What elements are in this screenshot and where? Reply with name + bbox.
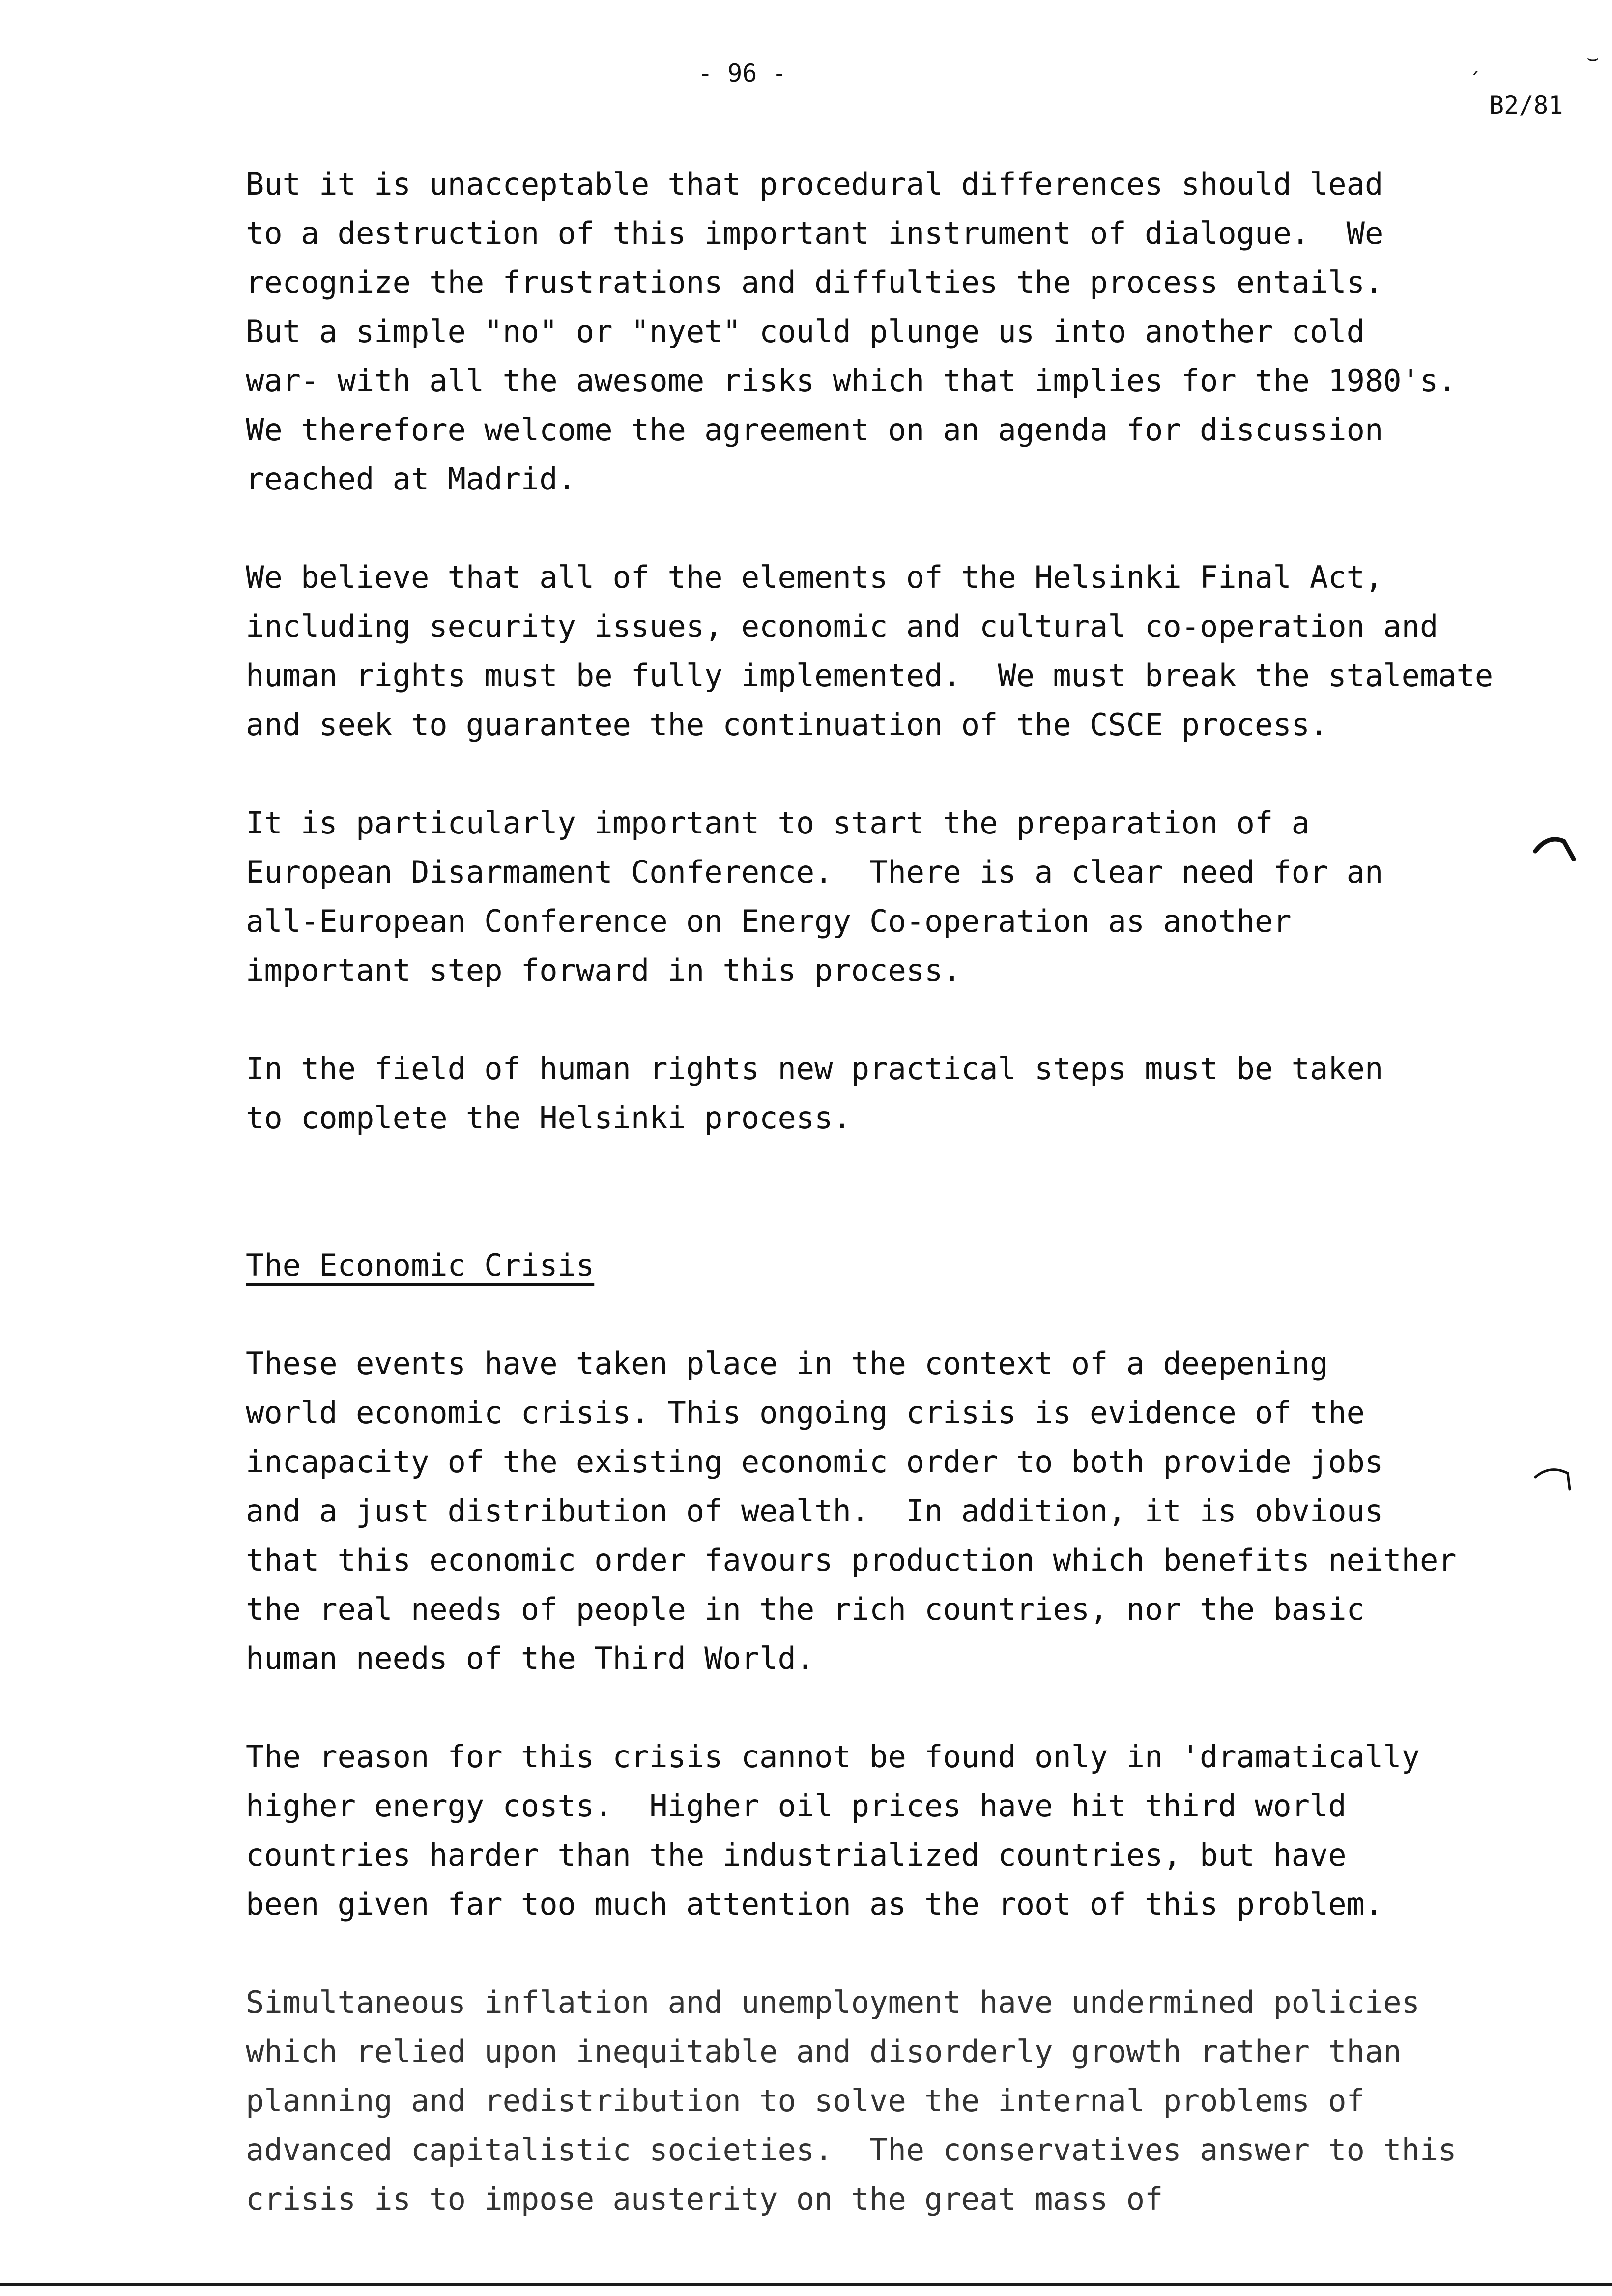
paragraph xyxy=(246,553,1602,749)
text-line: human rights must be fully implemented. We must break the stalemate xyxy=(246,658,1494,693)
paragraph xyxy=(246,1044,1602,1143)
document-reference: B2/81 xyxy=(1489,91,1563,119)
text-line: war- with all the awesome risks which that implies for the 1980's. xyxy=(246,363,1457,399)
paragraph xyxy=(246,1732,1602,1929)
text-line: advanced capitalistic societies. The conservatives answer to this xyxy=(246,2132,1457,2168)
paragraph xyxy=(246,160,1602,504)
bottom-border xyxy=(0,2283,1612,2286)
text-line: and a just distribution of wealth. In addition, it is obvious xyxy=(246,1493,1383,1529)
text-line: planning and redistribution to solve the internal problems of xyxy=(246,2083,1365,2119)
text-line: the real needs of people in the rich countries, nor the basic xyxy=(246,1591,1365,1627)
text-line: Simultaneous inflation and unemployment have undermined policies xyxy=(246,1984,1420,2020)
page-number: - 96 - xyxy=(698,59,787,87)
document-body xyxy=(246,160,1602,2273)
paragraph xyxy=(246,799,1602,995)
text-line: important step forward in this process. xyxy=(246,952,961,988)
text-line: and seek to guarantee the continuation of the CSCE process. xyxy=(246,707,1328,743)
text-line: world economic crisis. This ongoing crisis is evidence of the xyxy=(246,1395,1365,1431)
text-line: The reason for this crisis cannot be found only in 'dramatically xyxy=(246,1739,1420,1775)
text-line: including security issues, economic and cultural co-operation and xyxy=(246,608,1439,644)
text-line: But it is unacceptable that procedural differences should lead xyxy=(246,166,1383,202)
text-line: to a destruction of this important instrument of dialogue. We xyxy=(246,215,1383,251)
tick-mark-icon: ˏ xyxy=(1469,52,1482,74)
text-line: It is particularly important to start the preparation of a xyxy=(246,805,1310,841)
text-line: European Disarmament Conference. There is a clear need for an xyxy=(246,854,1383,890)
text-line: These events have taken place in the context of a deepening xyxy=(246,1346,1328,1381)
text-line: incapacity of the existing economic order to both provide jobs xyxy=(246,1444,1383,1480)
text-line: But a simple "no" or "nyet" could plunge us into another cold xyxy=(246,314,1365,349)
text-line: that this economic order favours production which benefits neither xyxy=(246,1542,1457,1578)
section-heading: The Economic Crisis xyxy=(246,1247,595,1283)
text-line: recognize the frustrations and diffulties the process entails. xyxy=(246,264,1383,300)
text-line: We therefore welcome the agreement on an agenda for discussion xyxy=(246,412,1383,448)
text-line: We believe that all of the elements of the Helsinki Final Act, xyxy=(246,559,1383,595)
text-line: all-European Conference on Energy Co-operation as another xyxy=(246,903,1292,939)
text-line: In the field of human rights new practical steps must be taken xyxy=(246,1051,1383,1087)
paragraph xyxy=(246,1339,1602,1683)
text-line: crisis is to impose austerity on the great mass of xyxy=(246,2181,1163,2217)
check-mark-icon: ⌣ xyxy=(1586,47,1600,69)
text-line: reached at Madrid. xyxy=(246,461,576,497)
text-line: which relied upon inequitable and disorderly growth rather than xyxy=(246,2034,1402,2069)
text-line: human needs of the Third World. xyxy=(246,1640,815,1676)
text-line: to complete the Helsinki process. xyxy=(246,1100,851,1136)
text-line: higher energy costs. Higher oil prices have hit third world xyxy=(246,1788,1347,1824)
paragraph xyxy=(246,1978,1602,2224)
text-line: been given far too much attention as the root of this problem. xyxy=(246,1886,1383,1922)
text-line: countries harder than the industrialized countries, but have xyxy=(246,1837,1347,1873)
